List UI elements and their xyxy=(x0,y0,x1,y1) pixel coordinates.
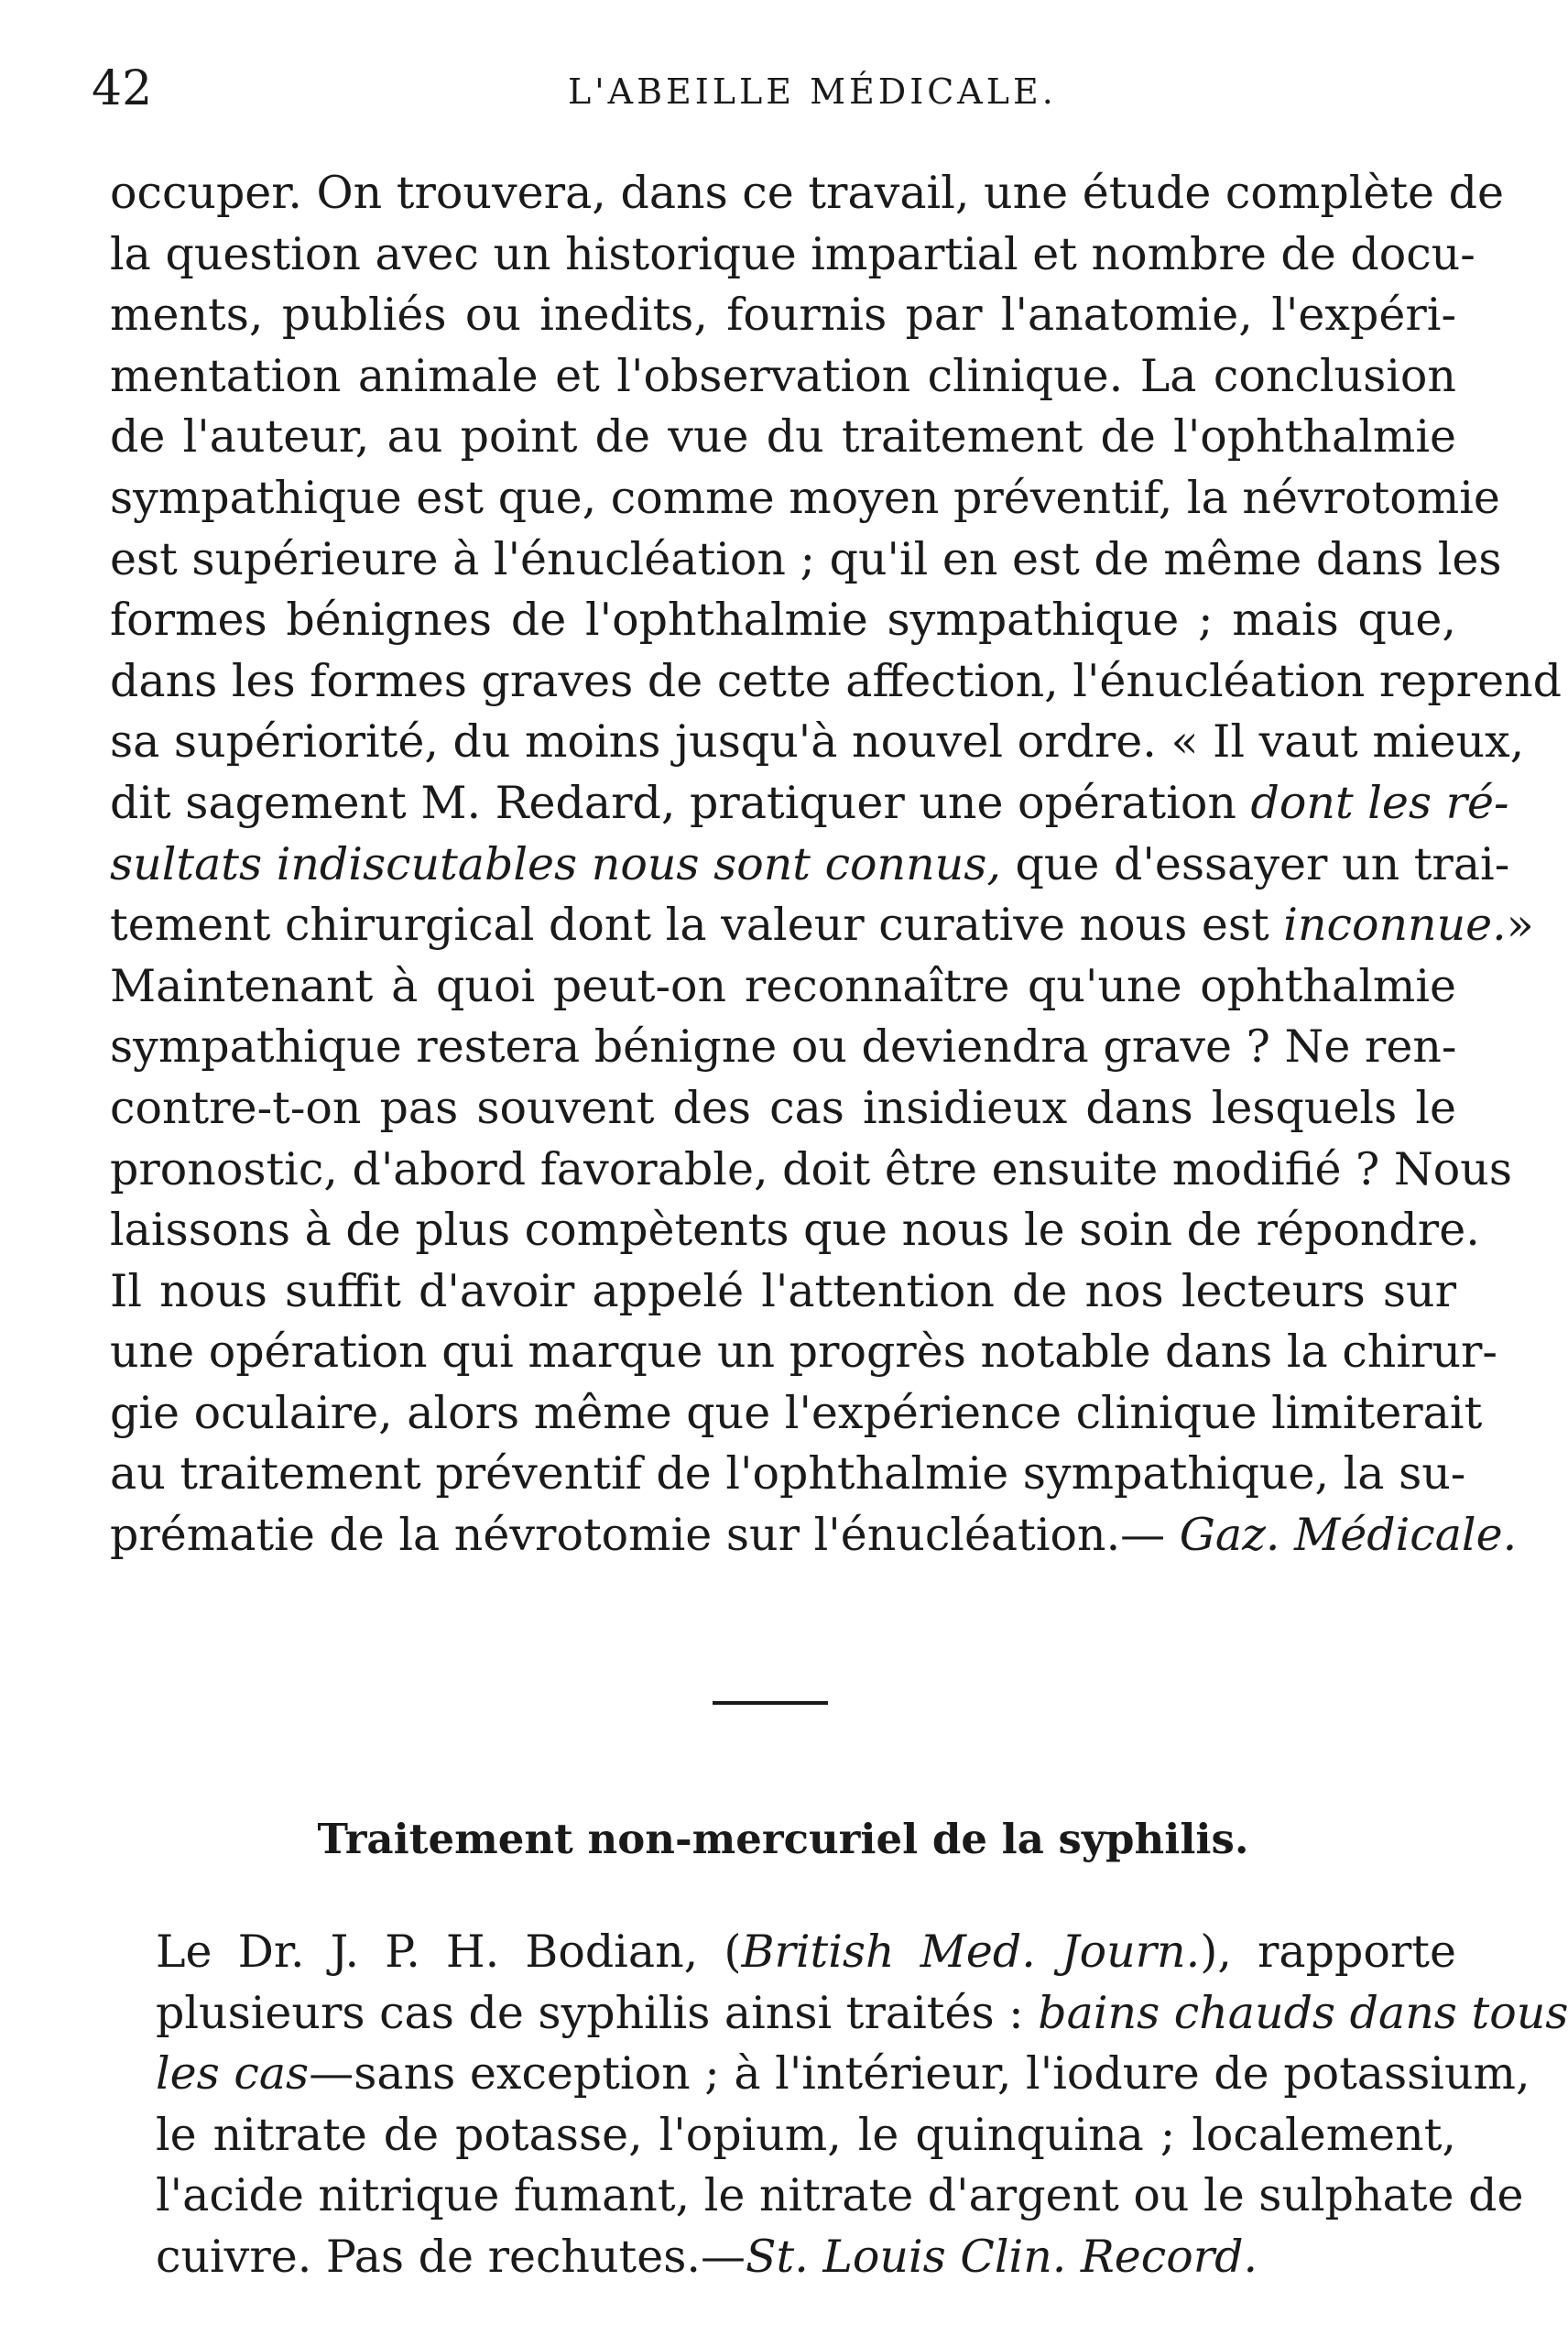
article-paragraph xyxy=(110,163,1562,1566)
text-line: occuper. On trouvera, dans ce travail, une étude complète de xyxy=(110,167,1504,219)
text-line: tement chirurgical dont la valeur curative nous est inconnue.» xyxy=(110,899,1534,952)
text-line: mentation animale et l'observation clinique. La conclusion xyxy=(110,349,1456,402)
text-line: sa supériorité, du moins jusqu'à nouvel ordre. « Il vaut mieux, xyxy=(110,715,1525,769)
page-header xyxy=(92,57,1465,121)
text-line: plusieurs cas de syphilis ainsi traités : bains chauds dans tous xyxy=(156,1986,1568,2039)
text-line: contre-t-on pas souvent des cas insidieux dans lesquels le xyxy=(110,1081,1456,1134)
text-line: sympathique est que, comme moyen préventif, la névrotomie xyxy=(110,471,1500,524)
text-line: de l'auteur, au point de vue du traitement de l'ophthalmie xyxy=(110,410,1456,464)
text-line: la question avec un historique impartial et nombre de docu- xyxy=(110,227,1475,280)
running-title: L'ABEILLE MÉDICALE. xyxy=(568,71,1057,112)
italic-text: sultats indiscutables nous sont connus, xyxy=(110,837,1001,890)
text-line: est supérieure à l'énucléation ; qu'il en est de même dans les xyxy=(110,532,1502,585)
text-line: formes bénignes de l'ophthalmie sympathique ; mais que, xyxy=(110,594,1456,647)
text-line: cuivre. Pas de rechutes.—St. Louis Clin. Record. xyxy=(156,2230,1258,2283)
section-title: Traitement non-mercuriel de la syphilis. xyxy=(317,1815,1249,1863)
text-line: sympathique restera bénigne ou deviendra grave ? Ne ren- xyxy=(110,1020,1457,1074)
text-line: le nitrate de potasse, l'opium, le quinquina ; localement, xyxy=(156,2108,1456,2161)
italic-text: British Med. Journ. xyxy=(741,1926,1201,1978)
source-citation: St. Louis Clin. Record. xyxy=(745,2230,1258,2283)
text-line: une opération qui marque un progrès notable dans la chirur- xyxy=(110,1326,1497,1379)
text-line: au traitement préventif de l'ophthalmie sympathique, la su- xyxy=(110,1447,1466,1500)
text-line: pronostic, d'abord favorable, doit être ensuite modifié ? Nous xyxy=(110,1142,1512,1195)
italic-text: bains chauds dans tous xyxy=(1038,1986,1568,2039)
article-paragraph xyxy=(110,1922,1568,2288)
text-line: les cas—sans exception ; à l'intérieur, l'iodure de potassium, xyxy=(156,2047,1530,2100)
section-divider xyxy=(713,1701,828,1705)
text-line: sultats indiscutables nous sont connus, que d'essayer un trai- xyxy=(110,837,1510,890)
italic-text: inconnue. xyxy=(1283,899,1507,952)
text-line: dans les formes graves de cette affection, l'énucléation reprend xyxy=(110,654,1562,707)
text-line: dit sagement M. Redard, pratiquer une opération dont les ré- xyxy=(110,776,1509,829)
source-citation: Gaz. Médicale. xyxy=(1179,1509,1518,1562)
text-line: laissons à de plus compètents que nous le soin de répondre. xyxy=(110,1204,1480,1257)
italic-text: dont les ré- xyxy=(1250,776,1509,829)
text-line: prématie de la névrotomie sur l'énucléation.— Gaz. Médicale. xyxy=(110,1509,1518,1562)
text-line: Il nous suffit d'avoir appelé l'attention de nos lecteurs sur xyxy=(110,1264,1456,1317)
text-line: l'acide nitrique fumant, le nitrate d'argent ou le sulphate de xyxy=(156,2169,1524,2222)
italic-text: les cas xyxy=(156,2047,310,2100)
page-number: 42 xyxy=(92,61,153,116)
text-line: gie oculaire, alors même que l'expérience clinique limiterait xyxy=(110,1386,1483,1439)
text-line: Le Dr. J. P. H. Bodian, (British Med. Journ.), rapporte xyxy=(156,1926,1456,1978)
text-line: Maintenant à quoi peut-on reconnaître qu'une ophthalmie xyxy=(110,959,1456,1012)
text-line: ments, publiés ou inedits, fournis par l'anatomie, l'expéri- xyxy=(110,289,1456,342)
